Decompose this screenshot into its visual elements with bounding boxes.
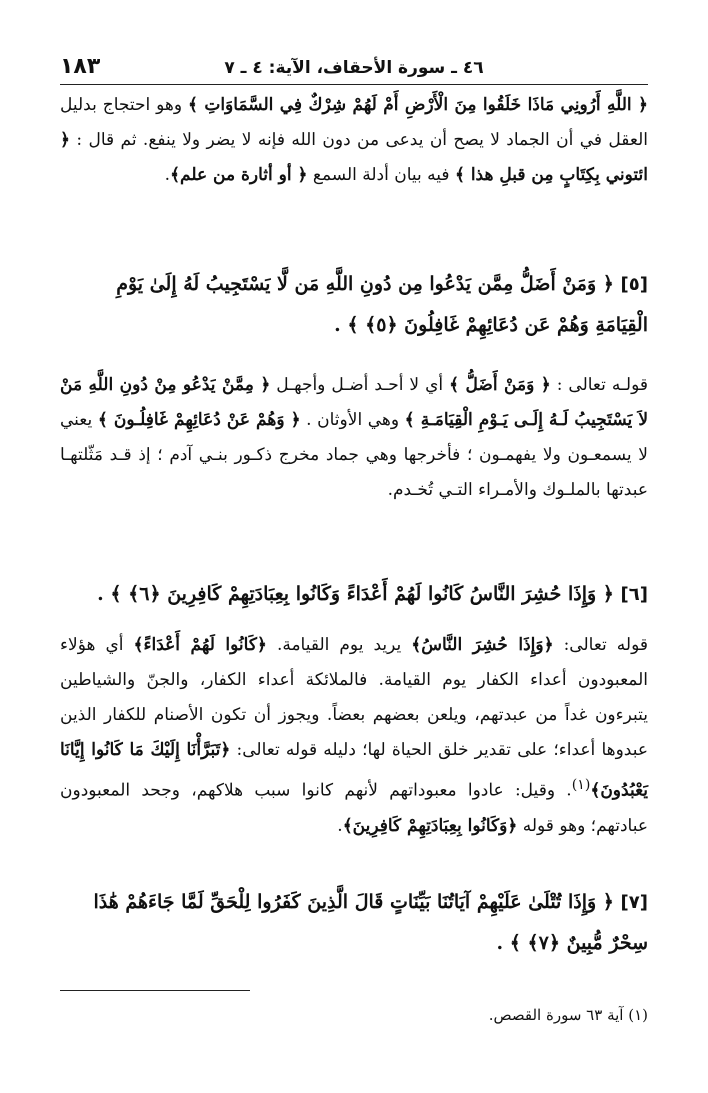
verse-text: ﴿ وَإِذَا تُتْلَىٰ عَلَيْهِمْ آيَاتُنَا بَيِّنَاتٍ قَالَ الَّذِينَ كَفَرُوا لِلْحَقِّ لَمَّا جَاءَهُمْ هَٰذَا سِحْرٌ مُّبِينٌ ﴿٧﴾ ﴾ .: [93, 891, 648, 954]
verse-7: [60, 882, 648, 963]
body-text: وهي الأوثان .: [300, 410, 405, 430]
quran-quote: ﴿ ائتوني بِكِتَابٍ مِن قبلِ هذا ﴾: [60, 130, 648, 185]
quran-quote: ﴿وَكَانُوا بِعِبَادَتِهِمْ كَافِرِينَ﴾: [342, 815, 518, 836]
body-text: قوله تعالى:: [553, 635, 649, 655]
verse-5: [60, 264, 648, 345]
page-number: ١٨٣: [60, 54, 101, 79]
verse-number: [٥]: [620, 274, 648, 295]
page-header: [60, 54, 648, 85]
body-text: . وقيل: عادوا معبوداتهم لأنهم كانوا سبب هلاكهم، وجحد المعبودون عبادتهم؛ وهو قوله: [60, 780, 648, 836]
quran-quote: ﴿ وَمَنْ أَضَلُّ ﴾: [449, 375, 551, 395]
verse-number: [٧]: [620, 892, 648, 913]
quran-quote: ﴿تَبَرَّأْنَا إِلَيْكَ مَا كَانُوا إِيَّانَا يَعْبُدُونَ﴾: [60, 740, 648, 801]
paragraph-2: [60, 368, 648, 508]
body-text: .: [337, 815, 343, 836]
verse-text: ﴿ وَمَنْ أَضَلُّ مِمَّن يَدْعُوا مِن دُونِ اللَّهِ مَن لَّا يَسْتَجِيبُ لَهُ إِلَىٰ يَوْمِ الْقِيَامَةِ وَهُمْ عَن دُعَائِهِمْ غَافِلُونَ ﴿٥﴾ ﴾ .: [116, 273, 648, 336]
footnote-reference: (١): [571, 777, 591, 793]
quran-quote: ﴿كَانُوا لَهُمْ أَعْدَاءً﴾: [133, 635, 267, 655]
quran-quote: ﴿ أو أثارة من علم﴾: [170, 165, 308, 185]
body-text: يريد يوم القيامة.: [266, 635, 412, 655]
quran-quote: ﴿وَإِذَا حُشِرَ النَّاسُ﴾: [411, 635, 554, 655]
quran-quote: ﴿ مِمَّنْ يَدْعُو مِنْ دُونِ اللَّهِ مَنْ لاَ يَسْتَجِيبُ لَـهُ إِلَـى يَـوْمِ الْقِيَامَـةِ ﴾: [60, 375, 649, 430]
verse-6: [60, 574, 648, 615]
body-text: وهو احتجاج بدليل العقل في أن الجماد لا يصح أن يدعى من دون الله فإنه لا يضر ولا ينفع. ثم قال :: [60, 95, 648, 150]
paragraph-3: [60, 628, 648, 844]
paragraph-1: [60, 88, 648, 193]
body-text: .: [164, 165, 171, 185]
quran-quote: ﴿ اللَّهِ أَرُونِي مَاذَا خَلَقُوا مِنَ الْأَرْضِ أَمْ لَهُمْ شِرْكٌ فِي السَّمَاوَاتِ ﴾: [187, 95, 649, 115]
body-text: قولـه تعالى :: [550, 375, 649, 395]
body-text: يعني لا يسمعـون ولا يفهمـون ؛ فأخرجها وهي جماد مخرج ذكـور بنـي آدم ؛ إذ قـد مَثّلتهـا عبدتها بالملـوك والأمـراء التـي تُخـدم.: [60, 410, 648, 500]
body-text: أي هؤلاء المعبودون أعداء الكفار يوم القيامة. فالملائكة أعداء الكفار، والجنّ والشياطين يتبرءون غداً من عبدتهم، ويلعن بعضهم بعضاً. ويجوز أن تكون الأصنام للكفار الذين عبدوها أعداء؛ على تقدير خلق الحياة لها؛ دليله قوله تعالى:: [60, 635, 648, 760]
footnote: (١) آية ٦٣ سورة القصص.: [488, 1006, 648, 1024]
body-text: أي لا أحـد أضـل وأجهـل: [270, 375, 450, 395]
running-head: ٤٦ ـ سورة الأحقاف، الآية: ٤ ـ ٧: [224, 58, 484, 78]
verse-number: [٦]: [620, 584, 648, 605]
quran-quote: ﴿ وَهُمْ عَنْ دُعَائِهِمْ غَافِلُـونَ ﴾: [97, 410, 301, 430]
body-text: فيه بيان أدلة السمع: [307, 165, 455, 185]
footnote-divider: [60, 990, 250, 991]
verse-text: ﴿ وَإِذَا حُشِرَ النَّاسُ كَانُوا لَهُمْ أَعْدَاءً وَكَانُوا بِعِبَادَتِهِمْ كَافِرِينَ ﴿٦﴾ ﴾ .: [97, 583, 614, 605]
